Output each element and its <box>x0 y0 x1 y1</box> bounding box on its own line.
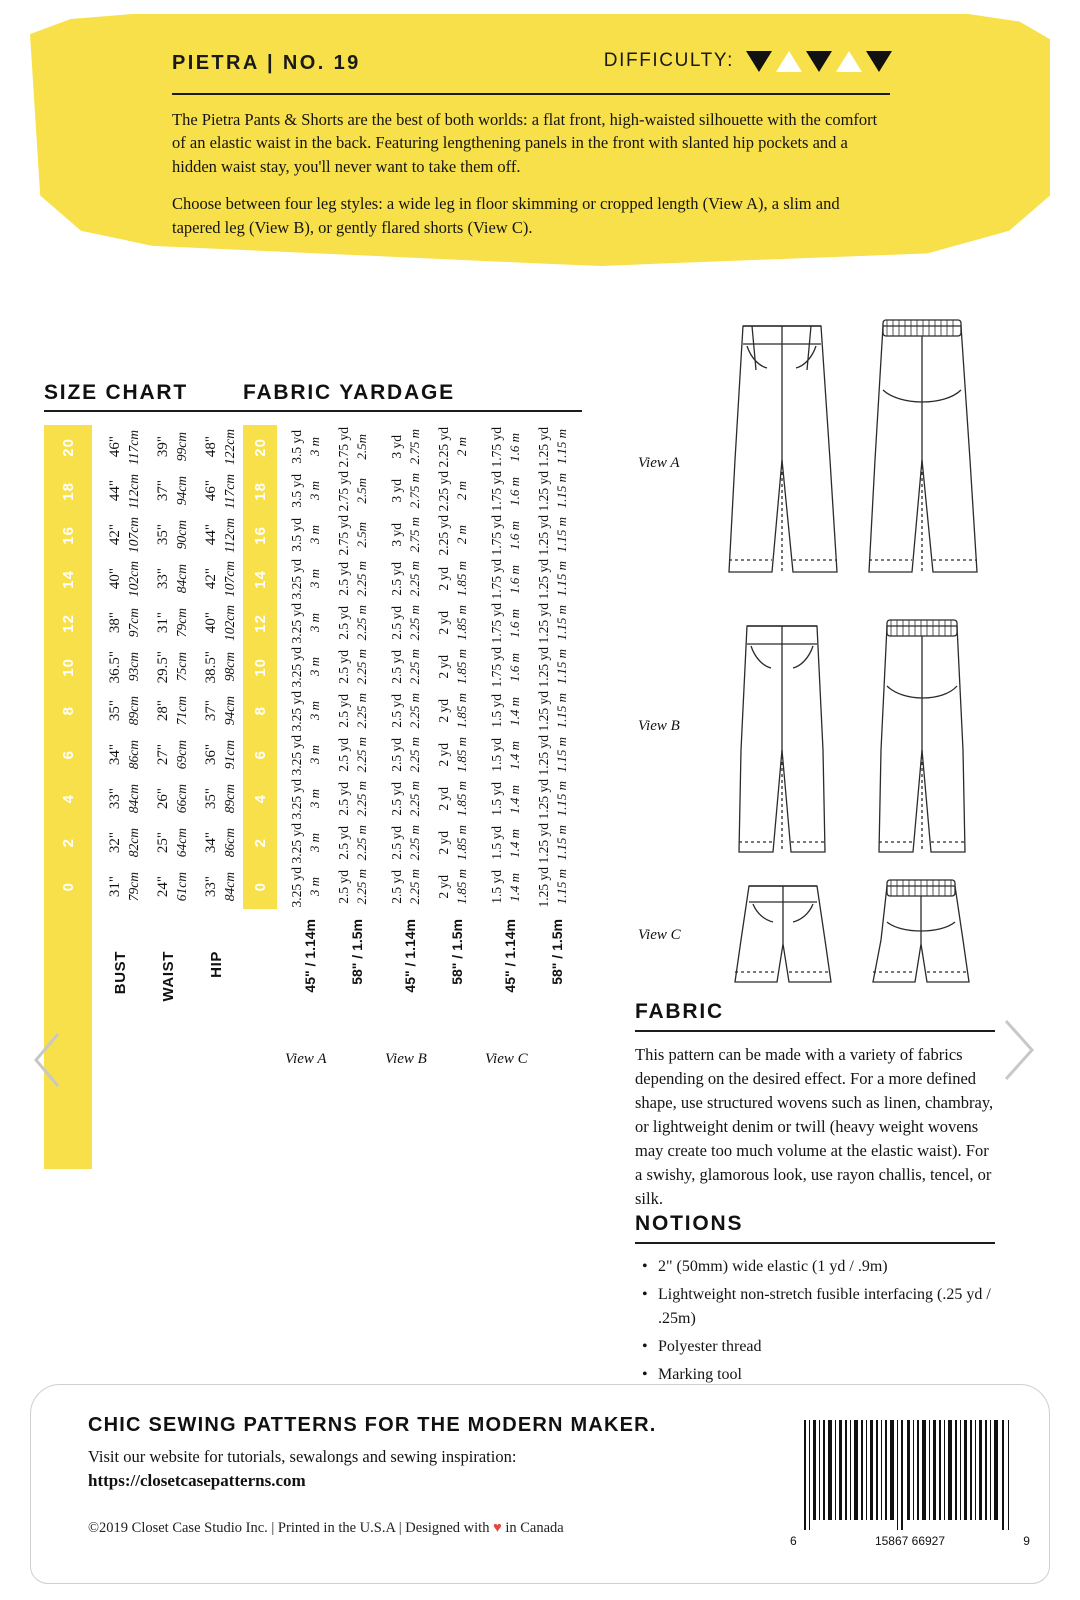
size-chart-cell: 28" 71cm <box>154 696 189 726</box>
yardage-width-label: 58" / 1.5m <box>448 919 465 985</box>
size-label: 6 <box>59 750 77 760</box>
size-chart-cell: 36.5" 93cm <box>106 650 141 684</box>
yardage-cell: 1.25 yd 1.15 m <box>535 426 569 468</box>
size-chart-cell: 31" 79cm <box>154 608 189 638</box>
yardage-cell: 3.25 yd 3 m <box>288 866 322 908</box>
yardage-cell: 2 yd 1.85 m <box>435 825 469 861</box>
yardage-cell: 2.5 yd 2.25 m <box>388 693 422 729</box>
size-chart-cell: 27" 69cm <box>154 740 189 770</box>
yardage-cell: 2.5 yd 2.25 m <box>335 605 369 641</box>
size-label: 0 <box>59 882 77 892</box>
notion-item: • Polyester thread <box>640 1335 1010 1359</box>
difficulty-label: DIFFICULTY: <box>603 50 734 71</box>
difficulty-indicator <box>604 50 892 72</box>
yardage-cell: 1.25 yd 1.15 m <box>535 690 569 732</box>
size-chart-cell: 40" 102cm <box>106 561 141 597</box>
size-chart-cell: 40" 102cm <box>202 605 237 641</box>
yardage-cell: 1.5 yd 1.4 m <box>488 826 522 860</box>
yardage-cell: 1.5 yd 1.4 m <box>488 694 522 728</box>
size-chart-cell: 33" 84cm <box>202 872 237 902</box>
yardage-cell: 1.5 yd 1.4 m <box>488 870 522 904</box>
yardage-cell: 2.5 yd 2.25 m <box>388 605 422 641</box>
fabric-description: This pattern can be made with a variety of fabrics depending on the desired effect. For a more defined shape, use structured wovens such as linen, chambray, or lightweight denim or twill (heavy weight wovens may create too much volume at the elastic waist). For a swishy, glamorous look, use rayon challis, tencel, or silk. <box>635 1045 994 1208</box>
yardage-cell: 1.5 yd 1.4 m <box>488 782 522 816</box>
size-chart-row-label: WAIST <box>159 951 177 1002</box>
yardage-size-label: 10 <box>251 657 269 677</box>
size-chart-cell: 36" 91cm <box>202 740 237 770</box>
yardage-cell: 3 yd 2.75 m <box>388 429 422 465</box>
notion-item: • Lightweight non-stretch fusible interfacing (.25 yd / .25m) <box>640 1283 1010 1331</box>
yardage-view-label: View B <box>385 1051 427 1067</box>
yardage-cell: 2 yd 1.85 m <box>435 605 469 641</box>
size-label: 10 <box>59 657 77 677</box>
yardage-cell: 1.25 yd 1.15 m <box>535 734 569 776</box>
description-paragraph-2: Choose between four leg styles: a wide leg in floor skimming or cropped length (View A), a slim and tapered leg (View B), or gently flared shorts (View C). <box>172 194 840 237</box>
yardage-cell: 3.25 yd 3 m <box>288 558 322 600</box>
size-chart-cell: 37" 94cm <box>202 696 237 726</box>
yardage-cell: 1.25 yd 1.15 m <box>535 602 569 644</box>
size-chart-row-label: HIP <box>207 951 225 978</box>
triangle-up-outline-icon <box>836 51 862 72</box>
yardage-cell: 2 yd 1.85 m <box>435 869 469 905</box>
yardage-size-label: 4 <box>251 794 269 804</box>
size-chart-cell: 44" 112cm <box>106 473 141 509</box>
triangle-down-filled-icon <box>806 51 832 72</box>
technical-drawings <box>625 310 1045 990</box>
yardage-cell: 3.5 yd 3 m <box>288 474 322 508</box>
yardage-cell: 2.5 yd 2.25 m <box>388 825 422 861</box>
yardage-cell: 2.5 yd 2.25 m <box>388 737 422 773</box>
yardage-cell: 3 yd 2.75 m <box>388 473 422 509</box>
yardage-cell: 2 yd 1.85 m <box>435 693 469 729</box>
copyright-prefix: ©2019 Closet Case Studio Inc. | Printed in the U.S.A | Designed with <box>88 1520 494 1536</box>
size-chart-cell: 42" 107cm <box>202 561 237 597</box>
website-url[interactable]: https://closetcasepatterns.com <box>88 1471 306 1490</box>
yardage-size-label: 6 <box>251 750 269 760</box>
size-chart-cell: 38" 97cm <box>106 608 141 638</box>
yardage-cell: 3.25 yd 3 m <box>288 690 322 732</box>
yardage-cell: 1.25 yd 1.15 m <box>535 778 569 820</box>
header-divider <box>172 93 890 95</box>
yardage-cell: 2.5 yd 2.25 m <box>335 781 369 817</box>
size-label: 16 <box>59 525 77 545</box>
yardage-cell: 2.5 yd 2.25 m <box>388 649 422 685</box>
right-arrow-icon <box>1000 1015 1040 1085</box>
view-b-back <box>879 620 965 852</box>
barcode-digits-mid: 15867 66927 <box>874 1534 946 1548</box>
yardage-cell: 3 yd 2.75 m <box>388 517 422 553</box>
view-a-label: View A <box>638 455 680 471</box>
size-chart-cell: 26" 66cm <box>154 784 189 814</box>
notions-section-title: NOTIONS <box>635 1212 744 1235</box>
size-chart-cell: 33" 84cm <box>106 784 141 814</box>
size-chart-cell: 46" 117cm <box>202 473 237 509</box>
footer-subline: Visit our website for tutorials, sewalongs and sewing inspiration: <box>88 1447 517 1466</box>
size-chart-cell: 35" 89cm <box>106 696 141 726</box>
yardage-width-label: 45" / 1.14m <box>301 919 318 993</box>
yardage-cell: 1.25 yd 1.15 m <box>535 646 569 688</box>
size-chart-cell: 35" 89cm <box>202 784 237 814</box>
size-chart-cell: 25" 64cm <box>154 828 189 858</box>
yardage-cell: 1.75 yd 1.6 m <box>488 558 522 600</box>
page-title: PIETRA | NO. 19 <box>172 52 361 74</box>
notions-divider <box>635 1242 995 1244</box>
fabric-yardage-title: FABRIC YARDAGE <box>243 381 455 404</box>
yardage-cell: 2 yd 1.85 m <box>435 649 469 685</box>
yardage-cell: 1.75 yd 1.6 m <box>488 646 522 688</box>
view-b-front <box>739 626 825 852</box>
copyright-suffix: in Canada <box>501 1520 564 1536</box>
yardage-size-label: 2 <box>251 838 269 848</box>
yardage-cell: 3.5 yd 3 m <box>288 518 322 552</box>
barcode-digit-right: 9 <box>1023 1534 1030 1548</box>
yardage-cell: 1.5 yd 1.4 m <box>488 738 522 772</box>
view-c-label: View C <box>638 927 681 943</box>
triangle-down-filled-icon <box>866 51 892 72</box>
size-chart-cell: 33" 84cm <box>154 564 189 594</box>
notion-item: • 2" (50mm) wide elastic (1 yd / .9m) <box>640 1255 1010 1279</box>
yardage-cell: 2.5 yd 2.25 m <box>388 869 422 905</box>
yardage-cell: 2.5 yd 2.25 m <box>335 737 369 773</box>
heart-icon: ♥ <box>493 1520 502 1536</box>
triangle-up-outline-icon <box>776 51 802 72</box>
description-paragraph-1: The Pietra Pants & Shorts are the best of both worlds: a flat front, high-waisted silhouette with the comfort of an elastic waist in the back. Featuring lengthening panels in the front with slanted hip pockets and a hidden waist stay, you'll never want to take them off. <box>172 110 878 176</box>
yardage-view-label: View A <box>285 1051 327 1067</box>
header-content <box>172 52 892 75</box>
yardage-cell: 3.25 yd 3 m <box>288 602 322 644</box>
yardage-size-label: 12 <box>251 613 269 633</box>
size-chart-cell: 37" 94cm <box>154 476 189 506</box>
size-chart-cell: 32" 82cm <box>106 828 141 858</box>
yardage-size-label: 14 <box>251 569 269 589</box>
technical-flats-svg <box>625 310 1045 990</box>
yardage-cell: 2 yd 1.85 m <box>435 781 469 817</box>
size-label: 20 <box>59 437 77 457</box>
yardage-cell: 3.25 yd 3 m <box>288 646 322 688</box>
fabric-divider <box>635 1030 995 1032</box>
size-label: 18 <box>59 481 77 501</box>
yardage-cell: 2.5 yd 2.25 m <box>388 781 422 817</box>
size-chart-cell: 44" 112cm <box>202 517 237 553</box>
yardage-cell: 1.75 yd 1.6 m <box>488 514 522 556</box>
yardage-cell: 2.25 yd 2 m <box>435 426 469 468</box>
yardage-size-label: 8 <box>251 706 269 716</box>
yardage-cell: 3.25 yd 3 m <box>288 778 322 820</box>
size-chart-cell: 42" 107cm <box>106 517 141 553</box>
yardage-cell: 2.75 yd 2.5m <box>335 514 369 556</box>
yardage-cell: 3.5 yd 3 m <box>288 430 322 464</box>
yardage-cell: 2.5 yd 2.25 m <box>335 561 369 597</box>
barcode-number <box>790 1534 1030 1548</box>
yardage-view-label: View C <box>485 1051 528 1067</box>
view-c-back <box>873 880 969 982</box>
header-description <box>172 108 892 239</box>
yardage-cell: 2.5 yd 2.25 m <box>335 869 369 905</box>
size-label: 14 <box>59 569 77 589</box>
size-chart-cell: 24" 61cm <box>154 872 189 902</box>
yardage-cell: 2.5 yd 2.25 m <box>335 825 369 861</box>
triangle-down-filled-icon <box>746 51 772 72</box>
yardage-cell: 2.5 yd 2.25 m <box>335 693 369 729</box>
yardage-cell: 2.75 yd 2.5m <box>335 426 369 468</box>
size-label: 4 <box>59 794 77 804</box>
yardage-width-label: 58" / 1.5m <box>348 919 365 985</box>
view-a-back <box>869 320 977 572</box>
yardage-width-label: 58" / 1.5m <box>548 919 565 985</box>
barcode <box>800 1420 1020 1530</box>
yardage-cell: 1.25 yd 1.15 m <box>535 470 569 512</box>
view-a-front <box>729 326 837 572</box>
yardage-cell: 3.25 yd 3 m <box>288 734 322 776</box>
yardage-cell: 1.25 yd 1.15 m <box>535 514 569 556</box>
left-arrow-icon <box>30 1030 64 1090</box>
size-chart-cell: 39" 99cm <box>154 432 189 462</box>
size-chart-cell: 46" 117cm <box>106 429 141 465</box>
view-b-label: View B <box>638 718 680 734</box>
yardage-size-label: 0 <box>251 882 269 892</box>
size-chart-cell: 29.5" 75cm <box>154 650 189 684</box>
fabric-section-title: FABRIC <box>635 1000 724 1023</box>
footer-headline: CHIC SEWING PATTERNS FOR THE MODERN MAKER. <box>88 1414 657 1436</box>
yardage-cell: 1.25 yd 1.15 m <box>535 822 569 864</box>
notion-item: • Marking tool <box>640 1363 1010 1387</box>
yardage-size-label: 16 <box>251 525 269 545</box>
yardage-cell: 2.25 yd 2 m <box>435 470 469 512</box>
yardage-size-label: 20 <box>251 437 269 457</box>
yardage-cell: 1.75 yd 1.6 m <box>488 602 522 644</box>
size-chart-cell: 34" 86cm <box>202 828 237 858</box>
yardage-cell: 2.5 yd 2.25 m <box>335 649 369 685</box>
view-c-front <box>735 886 831 982</box>
size-chart-cell: 31" 79cm <box>106 872 141 902</box>
yardage-cell: 3.25 yd 3 m <box>288 822 322 864</box>
barcode-digit-left: 6 <box>790 1534 797 1548</box>
yardage-width-label: 45" / 1.14m <box>401 919 418 993</box>
difficulty-icons <box>746 51 892 72</box>
size-chart-row-label: BUST <box>111 951 129 995</box>
size-label: 12 <box>59 613 77 633</box>
size-chart-title: SIZE CHART <box>44 381 188 404</box>
yardage-cell: 1.75 yd 1.6 m <box>488 426 522 468</box>
yardage-cell: 1.25 yd 1.15 m <box>535 558 569 600</box>
left-section-divider <box>44 410 582 412</box>
yardage-cell: 1.75 yd 1.6 m <box>488 470 522 512</box>
yardage-cell: 2.75 yd 2.5m <box>335 470 369 512</box>
notions-list <box>640 1255 1010 1391</box>
yardage-cell: 2.25 yd 2 m <box>435 514 469 556</box>
yardage-size-label: 18 <box>251 481 269 501</box>
yardage-cell: 2.5 yd 2.25 m <box>388 561 422 597</box>
copyright-line <box>88 1520 564 1537</box>
yardage-width-label: 45" / 1.14m <box>501 919 518 993</box>
yardage-cell: 1.25 yd 1.15 m <box>535 866 569 908</box>
yardage-cell: 2 yd 1.85 m <box>435 737 469 773</box>
size-chart-cell: 35" 90cm <box>154 520 189 550</box>
size-chart-cell: 48" 122cm <box>202 429 237 465</box>
yardage-cell: 2 yd 1.85 m <box>435 561 469 597</box>
size-chart-cell: 38.5" 98cm <box>202 650 237 684</box>
size-chart-cell: 34" 86cm <box>106 740 141 770</box>
size-label: 8 <box>59 706 77 716</box>
size-label: 2 <box>59 838 77 848</box>
